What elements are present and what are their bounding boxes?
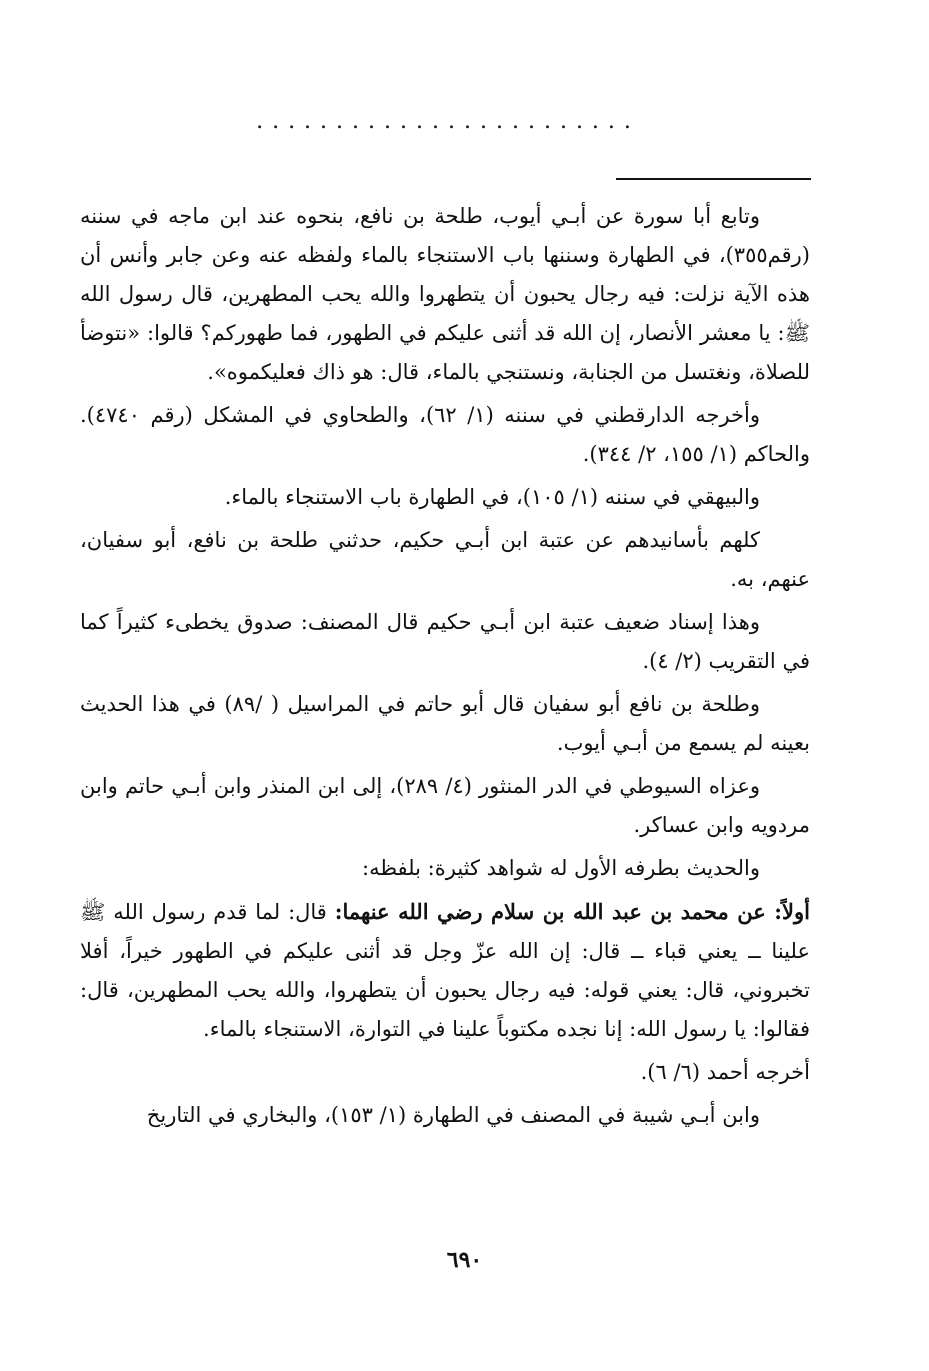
paragraph-first-witness	[80, 892, 810, 1049]
paragraph-witnesses-intro: والحديث بطرفه الأول له شواهد كثيرة: بلفظه:	[362, 856, 760, 880]
paragraph-abu-hatim: وطلحة بن نافع أبو سفيان قال أبو حاتم في المراسيل ( /٨٩) في هذا الحديث بعينه لم يسمع من أبـي أيوب.	[80, 692, 810, 755]
paragraph-bayhaqi: والبيهقي في سننه (١/ ١٠٥)، في الطهارة باب الاستنجاء بالماء.	[224, 485, 760, 509]
paragraph-daraqutni: وأخرجه الدارقطني في سننه (١/ ٦٢)، والطحاوي في المشكل (رقم ٤٧٤٠). والحاكم (١/ ١٥٥، ٢/ ٣٤٤).	[80, 403, 810, 466]
first-witness-text: قال: لما قدم رسول الله ﷺ علينا ــ يعني قباء ــ قال: إن الله عزّ وجل قد أثنى عليكم في الطهور خيراً، أفلا تخبروني، قال: يعني قوله: فيه رجال يحبون أن يتطهروا، والله يحب المطهرين، قال: فقالوا: يا رسول الله: إنا نجده مكتوباً علينا في التوارة، الاستنجاء بالماء.	[80, 900, 810, 1041]
first-witness-lead: أولاً: عن محمد بن عبد الله بن سلام رضي الله عنهما:	[334, 899, 810, 924]
paragraph-ibn-abi-shayba: وابن أبـي شيبة في المصنف في الطهارة (١/ ١٥٣)، والبخاري في التاريخ	[146, 1103, 760, 1127]
paragraph-isnad: كلهم بأسانيدهم عن عتبة ابن أبـي حكيم، حدثني طلحة بن نافع، أبو سفيان، عنهم، به.	[80, 528, 810, 591]
paragraph-ibn-majah: وتابع أبا سورة عن أبـي أيوب، طلحة بن نافع، بنحوه عند ابن ماجه في سننه (رقم٣٥٥)، في الطهارة وسننها باب الاستنجاء بالماء ولفظه عنه وعن جابر وأنس أن هذه الآية نزلت: فيه رجال يحبون أن يتطهروا والله يحب المطهرين، قال رسول الله ﷺ: يا معشر الأنصار، إن الله قد أثنى عليكم في الطهور، فما طهوركم؟ قالوا: «نتوضأ للصلاة، ونغتسل من الجنابة، ونستنجي بالماء، قال: هو ذاك فعليكموه».	[80, 204, 810, 384]
paragraph-ahmad: أخرجه أحمد (٦/ ٦).	[640, 1060, 810, 1084]
paragraph-weak-chain: وهذا إسناد ضعيف عتبة ابن أبـي حكيم قال المصنف: صدوق يخطىء كثيراً كما في التقريب (٢/ ٤).	[80, 610, 810, 673]
footnote-separator-rule	[616, 178, 811, 180]
page-number: ٦٩٠	[446, 1247, 483, 1273]
paragraph-suyuti: وعزاه السيوطي في الدر المنثور (٤/ ٢٨٩)، إلى ابن المنذر وابن أبـي حاتم وابن مردويه وابن عساكر.	[80, 774, 810, 837]
header-dotted-line: ........................	[256, 112, 640, 132]
footnote-text-block	[80, 197, 810, 1139]
